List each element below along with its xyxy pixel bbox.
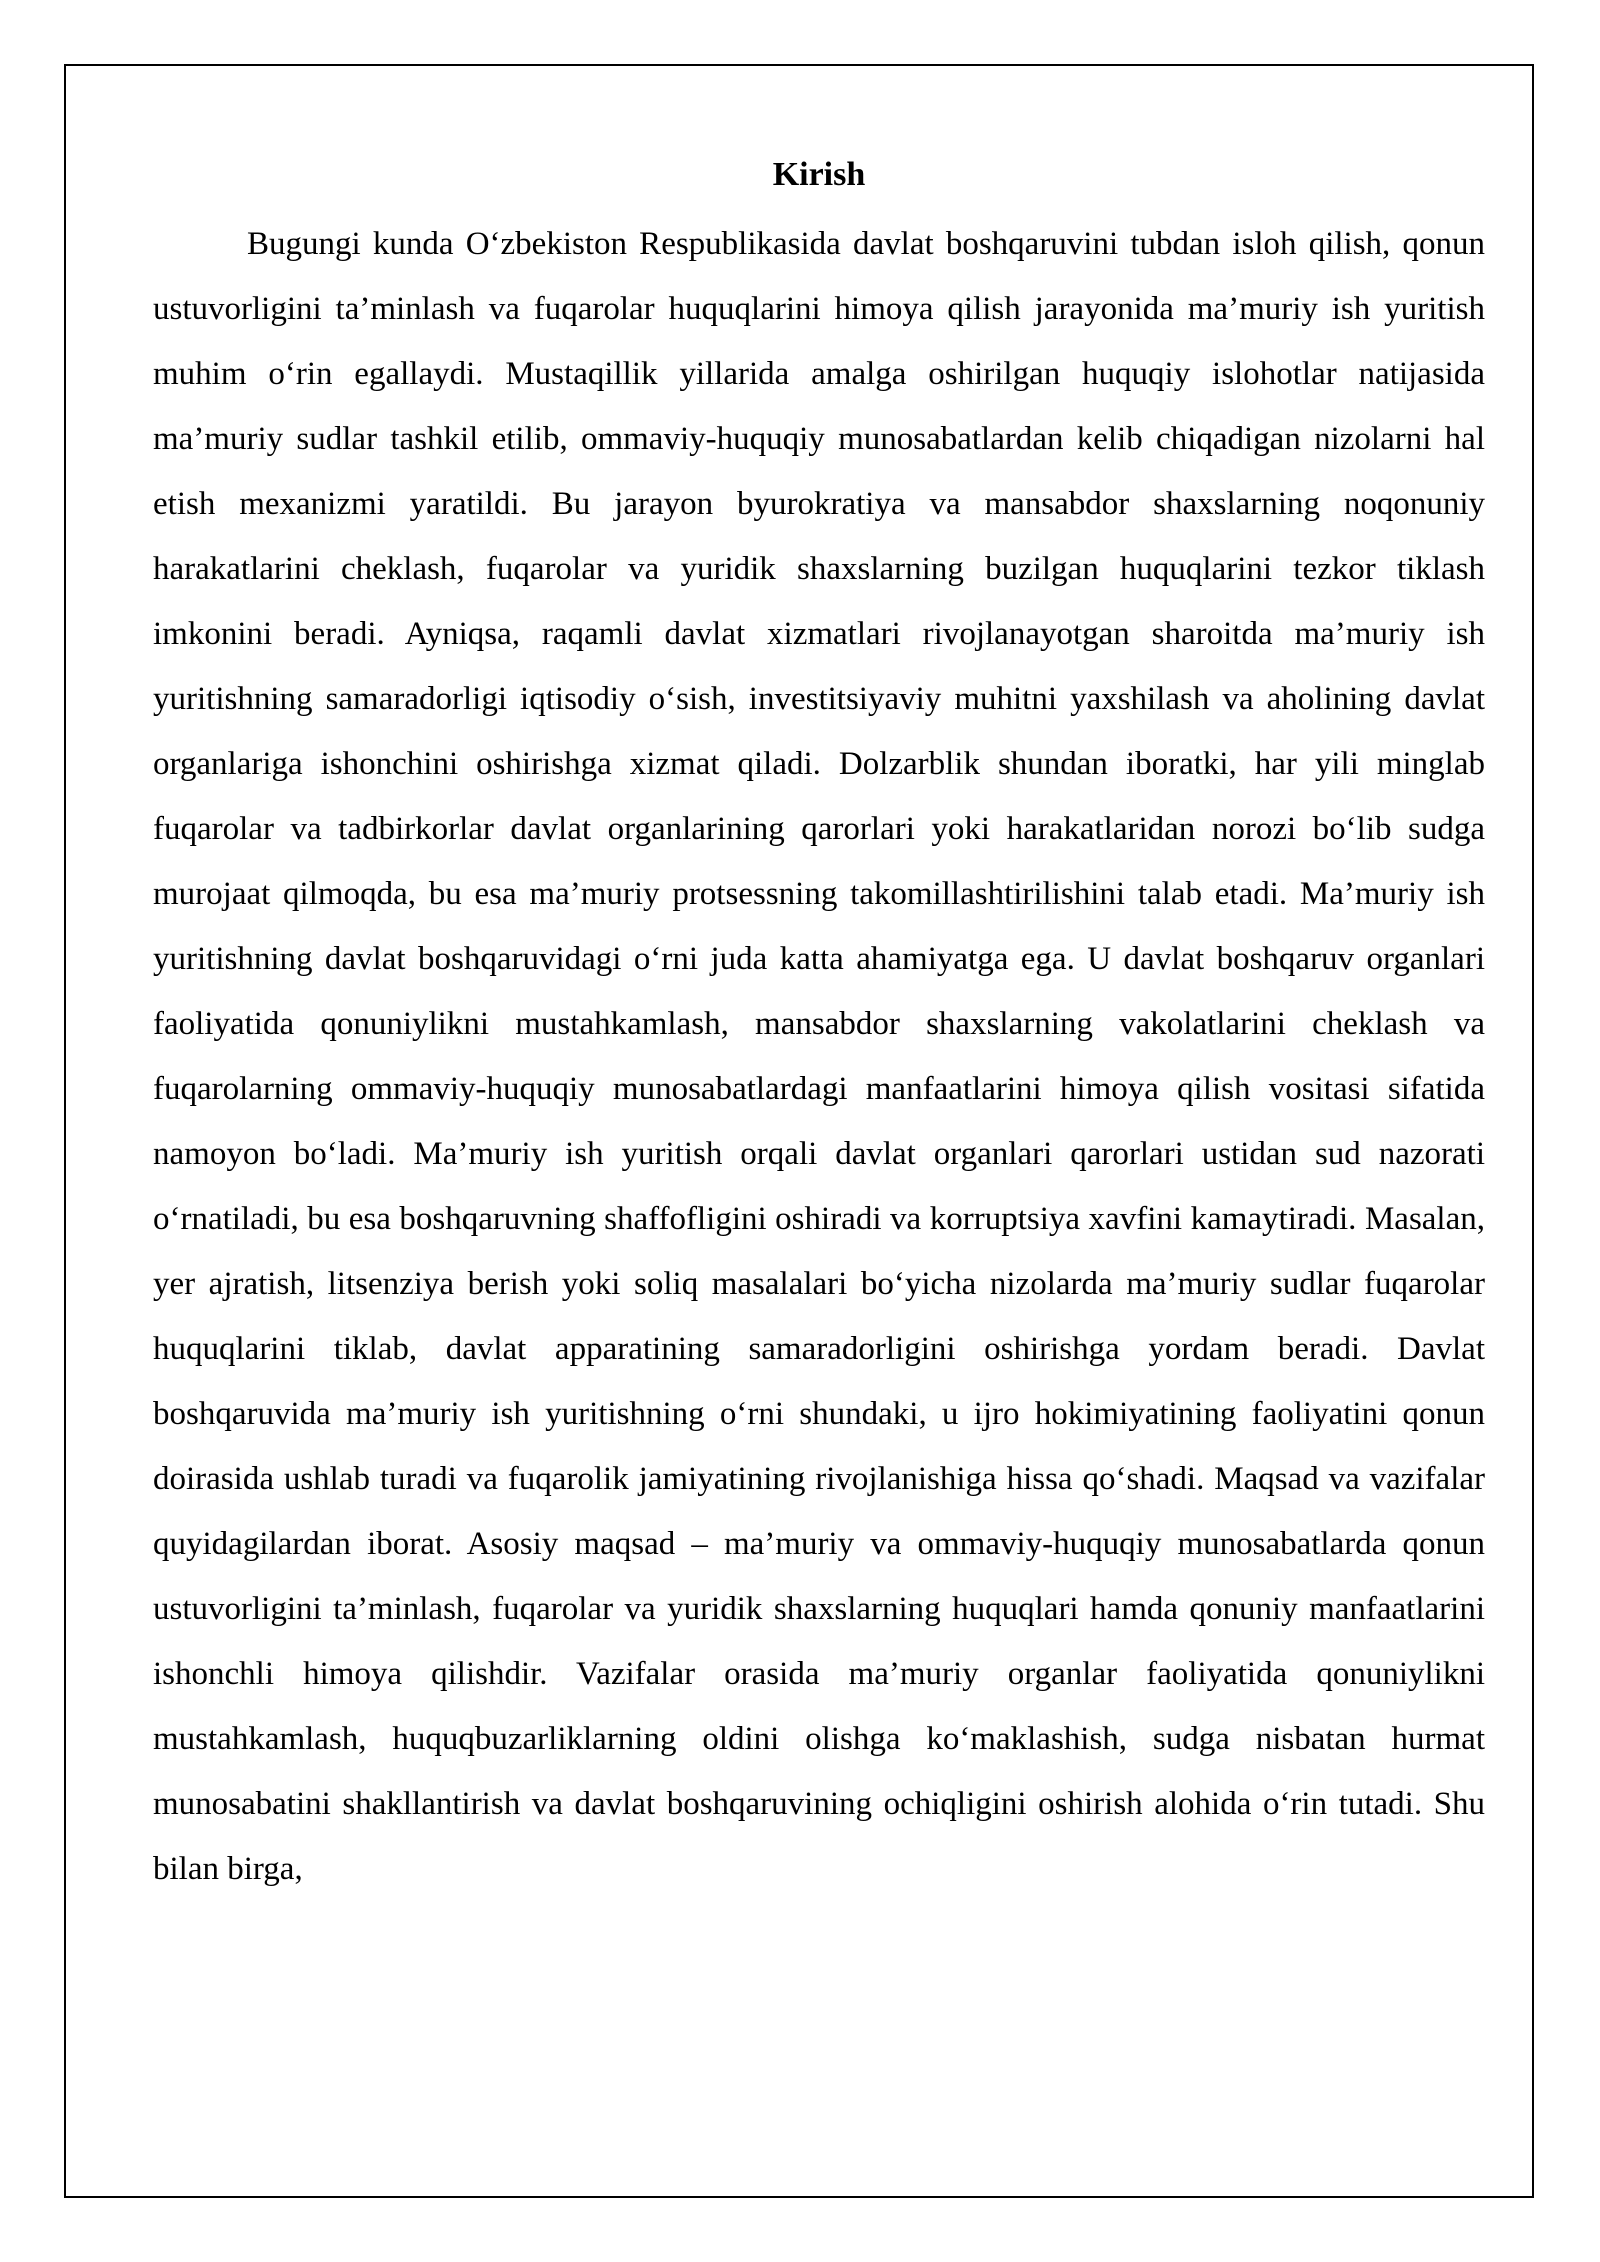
document-content <box>153 148 1485 1902</box>
document-title: Kirish <box>772 156 866 193</box>
body-paragraph: Bugungi kunda O‘zbekiston Respublikasida davlat boshqaruvini tubdan isloh qilish, qonun ustuvorligini ta’minlash va fuqarolar huquqlarini himoya qilish jarayonida ma’muriy ish yuritish muhim o‘rin egallaydi. Mustaqillik yillarida amalga oshirilgan huquqiy islohotlar natijasida ma’muriy sudlar tashkil etilib, ommaviy-huquqiy munosabatlardan kelib chiqadigan nizolarni hal etish mexanizmi yaratildi. Bu jarayon byurokratiya va mansabdor shaxslarning noqonuniy harakatlarini cheklash, fuqarolar va yuridik shaxslarning buzilgan huquqlarini tezkor tiklash imkonini beradi. Ayniqsa, raqamli davlat xizmatlari rivojlanayotgan sharoitda ma’muriy ish yuritishning samaradorligi iqtisodiy o‘sish, investitsiyaviy muhitni yaxshilash va aholining davlat organlariga ishonchini oshirishga xizmat qiladi. Dolzarblik shundan iboratki, har yili minglab fuqarolar va tadbirkorlar davlat organlarining qarorlari yoki harakatlaridan norozi bo‘lib sudga murojaat qilmoqda, bu esa ma’muriy protsessning takomillashtirilishini talab etadi. Ma’muriy ish yuritishning davlat boshqaruvidagi o‘rni juda katta ahamiyatga ega. U davlat boshqaruv organlari faoliyatida qonuniylikni mustahkamlash, mansabdor shaxslarning vakolatlarini cheklash va fuqarolarning ommaviy-huquqiy munosabatlardagi manfaatlarini himoya qilish vositasi sifatida namoyon bo‘ladi. Ma’muriy ish yuritish orqali davlat organlari qarorlari ustidan sud nazorati o‘rnatiladi, bu esa boshqaruvning shaffofligini oshiradi va korruptsiya xavfini kamaytiradi. Masalan, yer ajratish, litsenziya berish yoki soliq masalalari bo‘yicha nizolarda ma’muriy sudlar fuqarolar huquqlarini tiklab, davlat apparatining samaradorligini oshirishga yordam beradi. Davlat boshqaruvida ma’muriy ish yuritishning o‘rni shundaki, u ijro hokimiyatining faoliyatini qonun doirasida ushlab turadi va fuqarolik jamiyatining rivojlanishiga hissa qo‘shadi. Maqsad va vazifalar quyidagilardan iborat. Asosiy maqsad – ma’muriy va ommaviy-huquqiy munosabatlarda qonun ustuvorligini ta’minlash, fuqarolar va yuridik shaxslarning huquqlari hamda qonuniy manfaatlarini ishonchli himoya qilishdir. Vazifalar orasida ma’muriy organlar faoliyatida qonuniylikni mustahkamlash, huquqbuzarliklarning oldini olishga ko‘maklashish, sudga nisbatan hurmat munosabatini shakllantirish va davlat boshqaruvining ochiqligini oshirish alohida o‘rin tutadi. Shu bilan birga, <box>153 226 1485 1887</box>
